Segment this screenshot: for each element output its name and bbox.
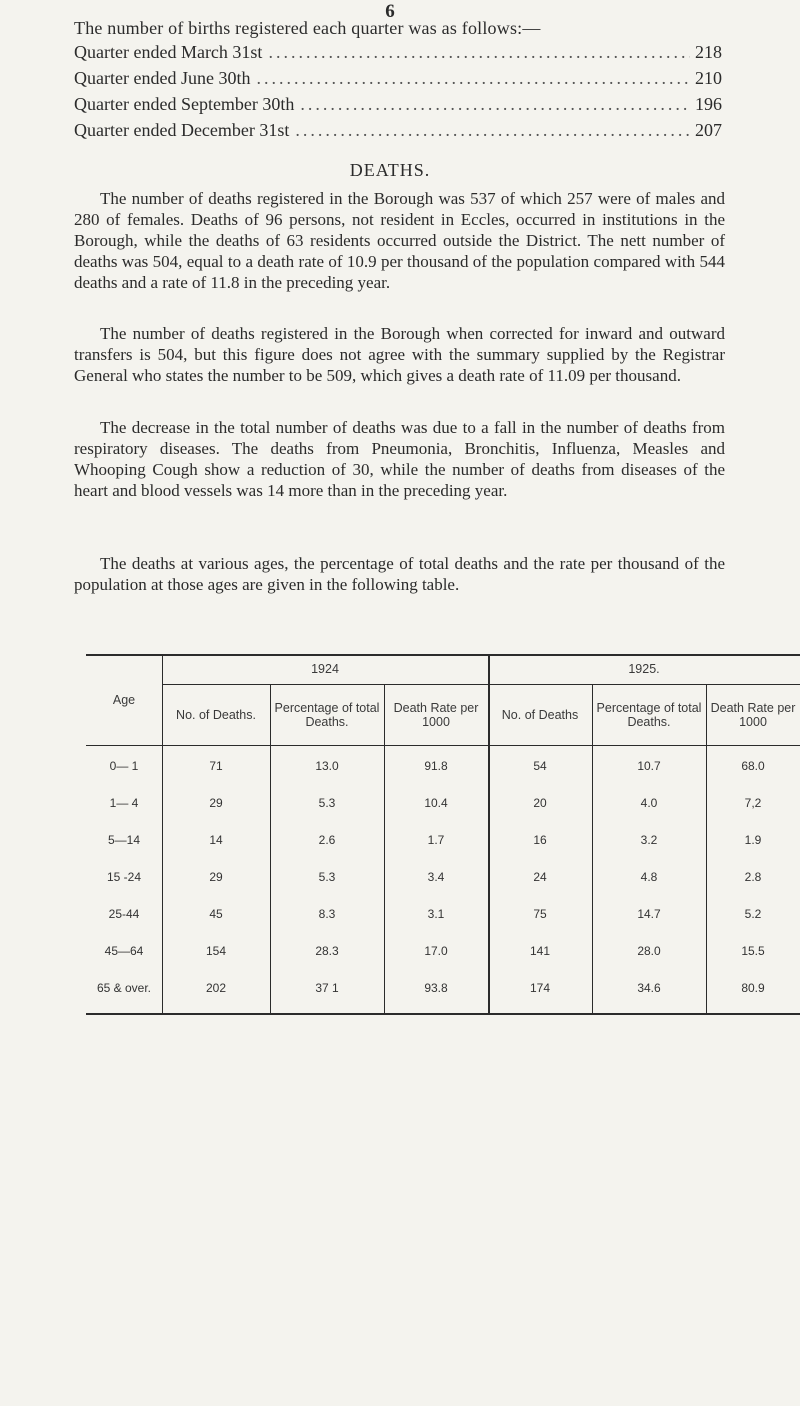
value-cell-1924: 3.1 — [427, 907, 445, 921]
dot-leader — [250, 68, 690, 89]
quarter-row — [74, 120, 722, 146]
births-intro: The number of births registered each quarter was as follows:— — [74, 18, 541, 38]
value-cell-1925: 3.2 — [640, 833, 658, 847]
value-cell-1925: 7,2 — [744, 796, 762, 810]
year-header-1924: 1924 — [311, 662, 339, 676]
value-cell-1924: 93.8 — [424, 981, 448, 995]
value-cell-1925: 54 — [533, 759, 547, 773]
value-cell-1925: 28.0 — [637, 944, 661, 958]
value-cell-1924: 28.3 — [315, 944, 339, 958]
value-cell-1924: 5.3 — [318, 870, 336, 884]
quarter-label: Quarter ended September 30th — [74, 94, 295, 114]
value-cell-1925: 68.0 — [741, 759, 765, 773]
dot-leader — [294, 94, 690, 115]
quarter-row — [74, 94, 722, 120]
value-cell-1924: 10.4 — [424, 796, 448, 810]
column-header: Percentage of total Deaths. — [596, 701, 702, 729]
quarter-births-count: 207 — [695, 120, 722, 140]
value-cell-1925: 4.8 — [640, 870, 658, 884]
quarter-births-count: 210 — [695, 68, 722, 88]
age-group-cell: 45—64 — [104, 944, 144, 958]
value-cell-1924: 91.8 — [424, 759, 448, 773]
page-number: 6 — [385, 1, 395, 22]
births-quarter-list — [74, 42, 722, 146]
value-cell-1924: 1.7 — [427, 833, 445, 847]
year-header-1925: 1925. — [628, 662, 660, 676]
value-cell-1925: 1.9 — [744, 833, 762, 847]
age-group-cell: 5—14 — [107, 833, 141, 847]
column-header: No. of Deaths. — [176, 708, 256, 722]
value-cell-1924: 29 — [209, 870, 223, 884]
value-cell-1924: 45 — [209, 907, 223, 921]
quarter-row — [74, 68, 722, 94]
value-cell-1924: 8.3 — [318, 907, 336, 921]
quarter-label: Quarter ended June 30th — [74, 68, 251, 88]
value-cell-1925: 75 — [533, 907, 547, 921]
age-group-cell: 25-44 — [108, 907, 140, 921]
deaths-paragraph: The deaths at various ages, the percentage of total deaths and the rate per thousand of the population at those ages are given in the following table. — [74, 554, 725, 594]
age-group-cell: 0— 1 — [109, 759, 139, 773]
value-cell-1925: 15.5 — [741, 944, 765, 958]
value-cell-1925: 14.7 — [637, 907, 661, 921]
deaths-paragraph: The number of deaths registered in the Borough when corrected for inward and outward transfers is 504, but this figure does not agree with the summary supplied by the Registrar General who states the number to be 509, which gives a death rate of 11.09 per thousand. — [74, 324, 725, 385]
quarter-births-count: 196 — [695, 94, 722, 114]
quarter-births-count: 218 — [695, 42, 722, 62]
value-cell-1924: 3.4 — [427, 870, 445, 884]
value-cell-1925: 10.7 — [637, 759, 661, 773]
value-cell-1924: 202 — [205, 981, 227, 995]
value-cell-1924: 154 — [205, 944, 227, 958]
value-cell-1924: 37 1 — [315, 981, 339, 995]
column-header: No. of Deaths — [501, 708, 579, 722]
age-group-cell: 65 & over. — [96, 981, 152, 995]
value-cell-1925: 16 — [533, 833, 547, 847]
value-cell-1924: 2.6 — [318, 833, 336, 847]
value-cell-1925: 20 — [533, 796, 547, 810]
value-cell-1925: 141 — [529, 944, 551, 958]
value-cell-1924: 29 — [209, 796, 223, 810]
value-cell-1924: 14 — [209, 833, 223, 847]
table-bottom-rule — [86, 1013, 800, 1015]
deaths-paragraph: The number of deaths registered in the Borough was 537 of which 257 were of males and 280 of females. Deaths of 96 persons, not resident in Eccles, occurred in institutions in the Borough, while the deaths of 63 residents occurred outside the District. The nett number of deaths was 504, equal to a death rate of 10.9 per thousand of the population compared with 544 deaths and a rate of 11.8 in the preceding year. — [74, 189, 725, 292]
value-cell-1924: 17.0 — [424, 944, 448, 958]
column-header: Death Rate per 1000 — [710, 701, 796, 729]
age-group-cell: 1— 4 — [109, 796, 139, 810]
deaths-paragraph: The decrease in the total number of deaths was due to a fall in the number of deaths from respiratory diseases. The deaths from Pneumonia, Bronchitis, Influenza, Measles and Whooping Cough show a reduction of 30, while the number of deaths from diseases of the heart and blood vessels was 14 more than in the preceding year. — [74, 418, 725, 500]
dot-leader — [262, 42, 690, 63]
column-header: Death Rate per 1000 — [393, 701, 479, 729]
value-cell-1925: 4.0 — [640, 796, 658, 810]
age-header: Age — [112, 693, 136, 707]
deaths-heading: DEATHS. — [349, 160, 431, 180]
age-group-cell: 15 -24 — [106, 870, 142, 884]
value-cell-1924: 13.0 — [315, 759, 339, 773]
quarter-label: Quarter ended December 31st — [74, 120, 290, 140]
column-header: Percentage of total Deaths. — [274, 701, 380, 729]
deaths-by-age-table — [86, 654, 800, 1016]
value-cell-1925: 80.9 — [741, 981, 765, 995]
value-cell-1925: 34.6 — [637, 981, 661, 995]
value-cell-1924: 71 — [209, 759, 223, 773]
value-cell-1925: 24 — [533, 870, 547, 884]
value-cell-1925: 2.8 — [744, 870, 762, 884]
quarter-row — [74, 42, 722, 68]
quarter-label: Quarter ended March 31st — [74, 42, 263, 62]
value-cell-1925: 5.2 — [744, 907, 762, 921]
value-cell-1924: 5.3 — [318, 796, 336, 810]
value-cell-1925: 174 — [529, 981, 551, 995]
dot-leader — [289, 120, 690, 141]
